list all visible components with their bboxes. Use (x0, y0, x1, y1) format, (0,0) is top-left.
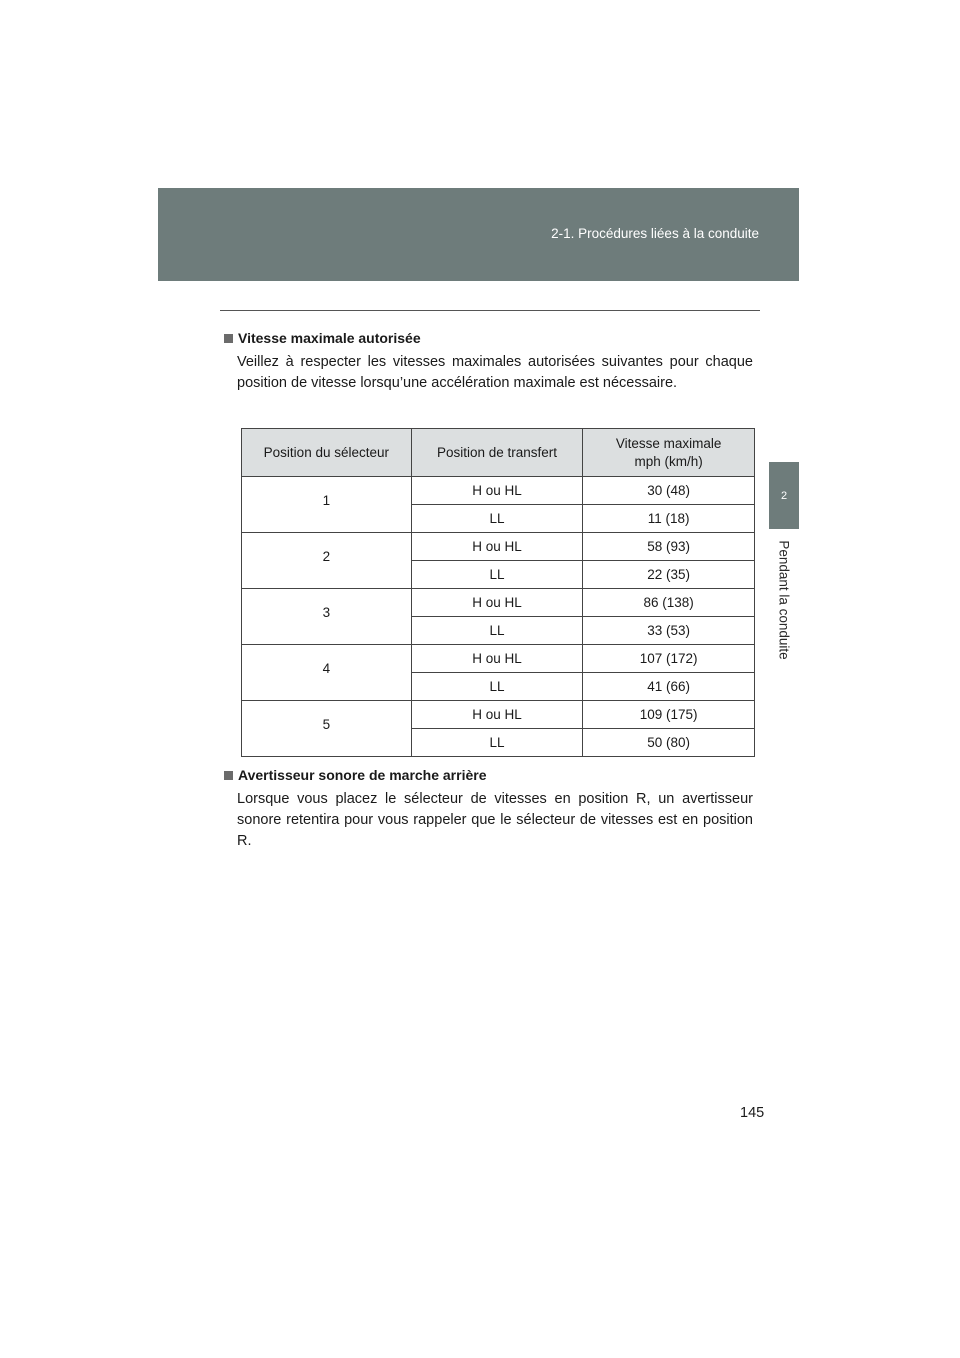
speed-cell: 11 (18) (583, 505, 755, 533)
transfer-cell: H ou HL (411, 701, 583, 729)
table-row (242, 589, 755, 617)
transfer-cell: H ou HL (411, 645, 583, 673)
buzzer-section-heading (224, 767, 487, 783)
header-max-speed (583, 429, 755, 477)
speed-cell: 107 (172) (583, 645, 755, 673)
gear-cell: 1 (242, 477, 412, 533)
speed-heading-text: Vitesse maximale autorisée (238, 330, 421, 346)
transfer-cell: H ou HL (411, 533, 583, 561)
speed-cell: 58 (93) (583, 533, 755, 561)
speed-cell: 50 (80) (583, 729, 755, 757)
gear-cell: 3 (242, 589, 412, 645)
section-divider (220, 310, 760, 311)
table-row (242, 645, 755, 673)
table-row (242, 533, 755, 561)
header-band (158, 188, 799, 281)
square-bullet-icon (224, 771, 233, 780)
transfer-cell: LL (411, 729, 583, 757)
speed-cell: 109 (175) (583, 701, 755, 729)
header-max-speed-label: Vitesse maximale (615, 435, 722, 451)
table-row (242, 477, 755, 505)
max-speed-table (241, 428, 755, 757)
buzzer-heading-text: Avertisseur sonore de marche arrière (238, 767, 487, 783)
buzzer-paragraph: Lorsque vous placez le sélecteur de vitesses en position R, un avertisseur sonore retentira pour vous rappeler que le sélecteur de vitesses est en position R. (237, 791, 753, 849)
speed-cell: 41 (66) (583, 673, 755, 701)
square-bullet-icon (224, 334, 233, 343)
transfer-cell: LL (411, 673, 583, 701)
transfer-cell: LL (411, 561, 583, 589)
header-selector-position: Position du sélecteur (242, 429, 412, 477)
chapter-tab (769, 462, 799, 529)
transfer-cell: LL (411, 505, 583, 533)
gear-cell: 5 (242, 701, 412, 757)
transfer-cell: H ou HL (411, 477, 583, 505)
gear-cell: 4 (242, 645, 412, 701)
chapter-label: Pendant la conduite (776, 540, 792, 660)
speed-section-heading (224, 330, 421, 346)
speed-cell: 33 (53) (583, 617, 755, 645)
header-transfer-position: Position de transfert (411, 429, 583, 477)
speed-cell: 30 (48) (583, 477, 755, 505)
speed-paragraph: Veillez à respecter les vitesses maximales autorisées suivantes pour chaque position de vitesse lorsqu’une accélération maximale est nécessaire. (237, 354, 753, 391)
gear-cell: 2 (242, 533, 412, 589)
header-speed-unit: mph (km/h) (634, 453, 703, 469)
section-title: 2-1. Procédures liées à la conduite (551, 226, 759, 241)
speed-cell: 86 (138) (583, 589, 755, 617)
speed-cell: 22 (35) (583, 561, 755, 589)
transfer-cell: LL (411, 617, 583, 645)
transfer-cell: H ou HL (411, 589, 583, 617)
page-number: 145 (740, 1105, 765, 1121)
table-header-row (242, 429, 755, 477)
chapter-number: 2 (780, 490, 788, 502)
table-row (242, 701, 755, 729)
